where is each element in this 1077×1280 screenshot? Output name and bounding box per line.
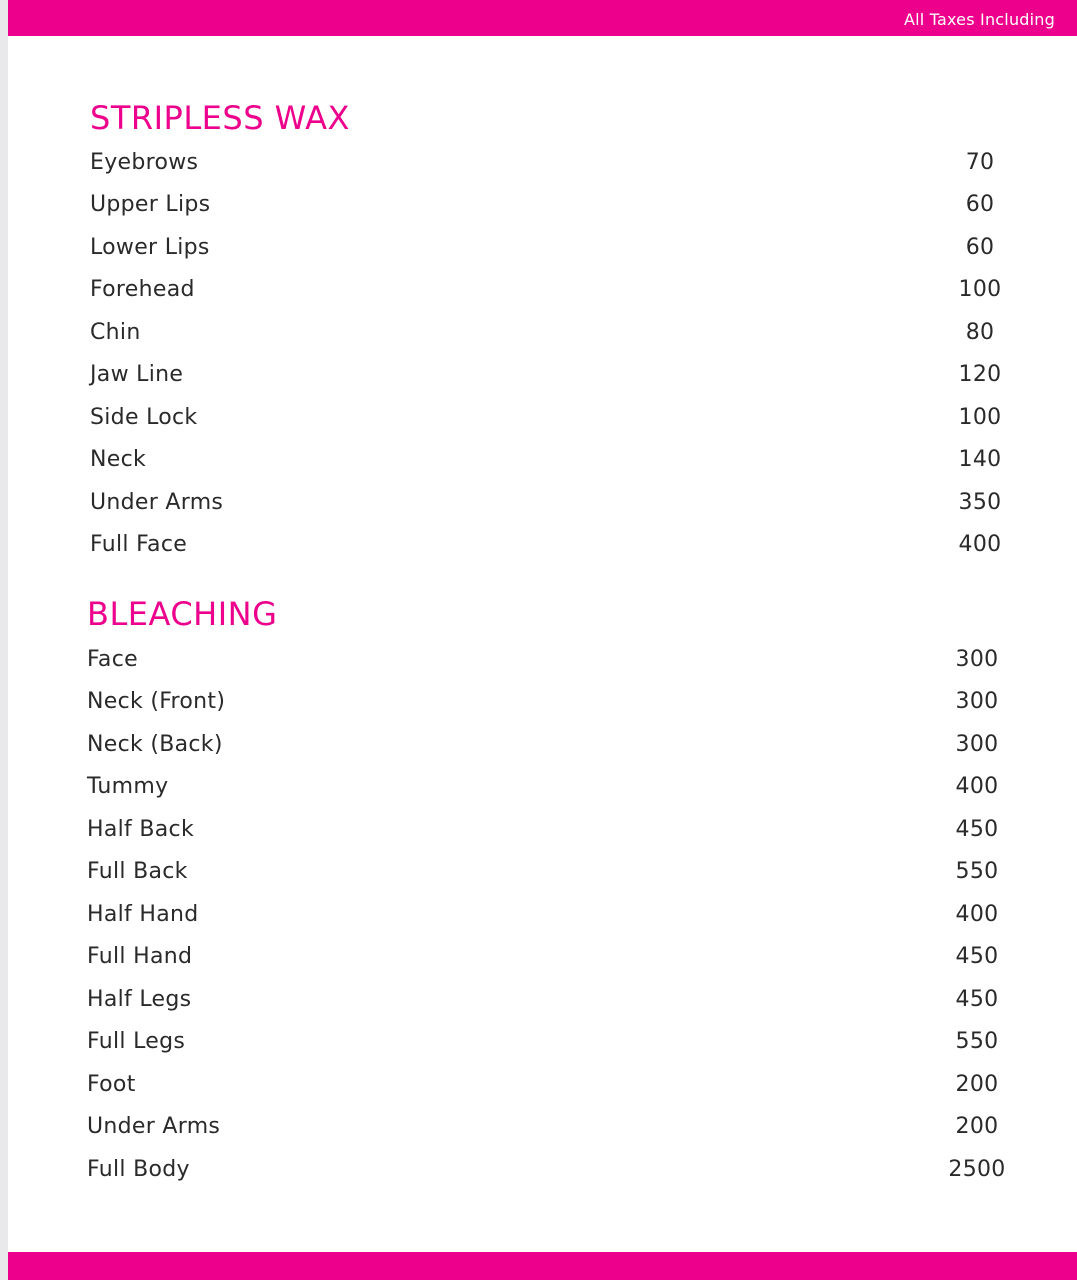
service-name: Eyebrows — [90, 149, 199, 175]
service-name: Under Arms — [90, 489, 224, 515]
service-price: 60 — [965, 234, 995, 260]
service-name: Upper Lips — [90, 192, 211, 218]
service-name: Neck — [90, 447, 147, 473]
service-name: Full Hand — [87, 944, 193, 970]
service-price: 120 — [958, 362, 1002, 388]
service-name: Lower Lips — [90, 234, 210, 260]
service-price: 2500 — [948, 1156, 1006, 1182]
service-price: 550 — [955, 859, 999, 885]
service-price: 300 — [955, 689, 999, 715]
service-price: 100 — [958, 277, 1002, 303]
price-row — [87, 723, 1017, 766]
service-price: 450 — [955, 986, 999, 1012]
service-price: 200 — [955, 1071, 999, 1097]
service-name: Foot — [87, 1071, 136, 1097]
service-name: Full Back — [87, 859, 188, 885]
price-row — [87, 893, 1017, 936]
price-row — [87, 1021, 1017, 1064]
top-banner — [8, 0, 1077, 36]
price-row — [90, 311, 1020, 354]
service-name: Under Arms — [87, 1114, 221, 1140]
service-name: Full Face — [90, 532, 188, 558]
service-price: 400 — [955, 774, 999, 800]
service-price: 70 — [965, 149, 995, 175]
service-price: 450 — [955, 816, 999, 842]
price-row — [90, 226, 1020, 269]
service-price: 350 — [958, 489, 1002, 515]
service-price: 400 — [955, 901, 999, 927]
service-name: Neck (Back) — [87, 731, 223, 757]
service-name: Side Lock — [90, 404, 198, 430]
price-row — [87, 978, 1017, 1021]
service-name: Chin — [90, 319, 141, 345]
price-row — [87, 936, 1017, 979]
price-row — [87, 1106, 1017, 1149]
price-list — [87, 638, 1017, 1191]
service-price: 300 — [955, 646, 999, 672]
service-name: Tummy — [87, 774, 169, 800]
price-row — [87, 766, 1017, 809]
section-title: STRIPLESS WAX — [90, 99, 350, 137]
price-row — [90, 396, 1020, 439]
section-stripless-wax — [90, 98, 1020, 566]
price-row — [87, 1063, 1017, 1106]
price-row — [87, 808, 1017, 851]
service-price: 450 — [955, 944, 999, 970]
price-row — [90, 354, 1020, 397]
service-name: Half Legs — [87, 986, 192, 1012]
service-name: Full Legs — [87, 1029, 186, 1055]
price-row — [87, 851, 1017, 894]
price-row — [90, 269, 1020, 312]
price-row — [87, 1148, 1017, 1191]
price-row — [90, 184, 1020, 227]
price-list — [90, 141, 1020, 566]
service-name: Jaw Line — [90, 362, 184, 388]
service-name: Forehead — [90, 277, 195, 303]
service-name: Face — [87, 646, 138, 672]
section-title: BLEACHING — [87, 595, 278, 633]
service-price: 60 — [965, 192, 995, 218]
service-name: Half Back — [87, 816, 194, 842]
service-name: Neck (Front) — [87, 689, 226, 715]
price-row — [87, 681, 1017, 724]
price-row — [90, 439, 1020, 482]
service-price: 400 — [958, 532, 1002, 558]
price-row — [90, 141, 1020, 184]
service-price: 300 — [955, 731, 999, 757]
service-price: 200 — [955, 1114, 999, 1140]
tax-note: All Taxes Including — [903, 10, 1055, 29]
section-bleaching — [87, 594, 1017, 1191]
service-price: 550 — [955, 1029, 999, 1055]
price-row — [90, 524, 1020, 567]
service-price: 100 — [958, 404, 1002, 430]
service-name: Half Hand — [87, 901, 199, 927]
price-row — [90, 481, 1020, 524]
service-price: 80 — [965, 319, 995, 345]
bottom-banner — [8, 1252, 1077, 1280]
price-row — [87, 638, 1017, 681]
service-price: 140 — [958, 447, 1002, 473]
service-name: Full Body — [87, 1156, 190, 1182]
